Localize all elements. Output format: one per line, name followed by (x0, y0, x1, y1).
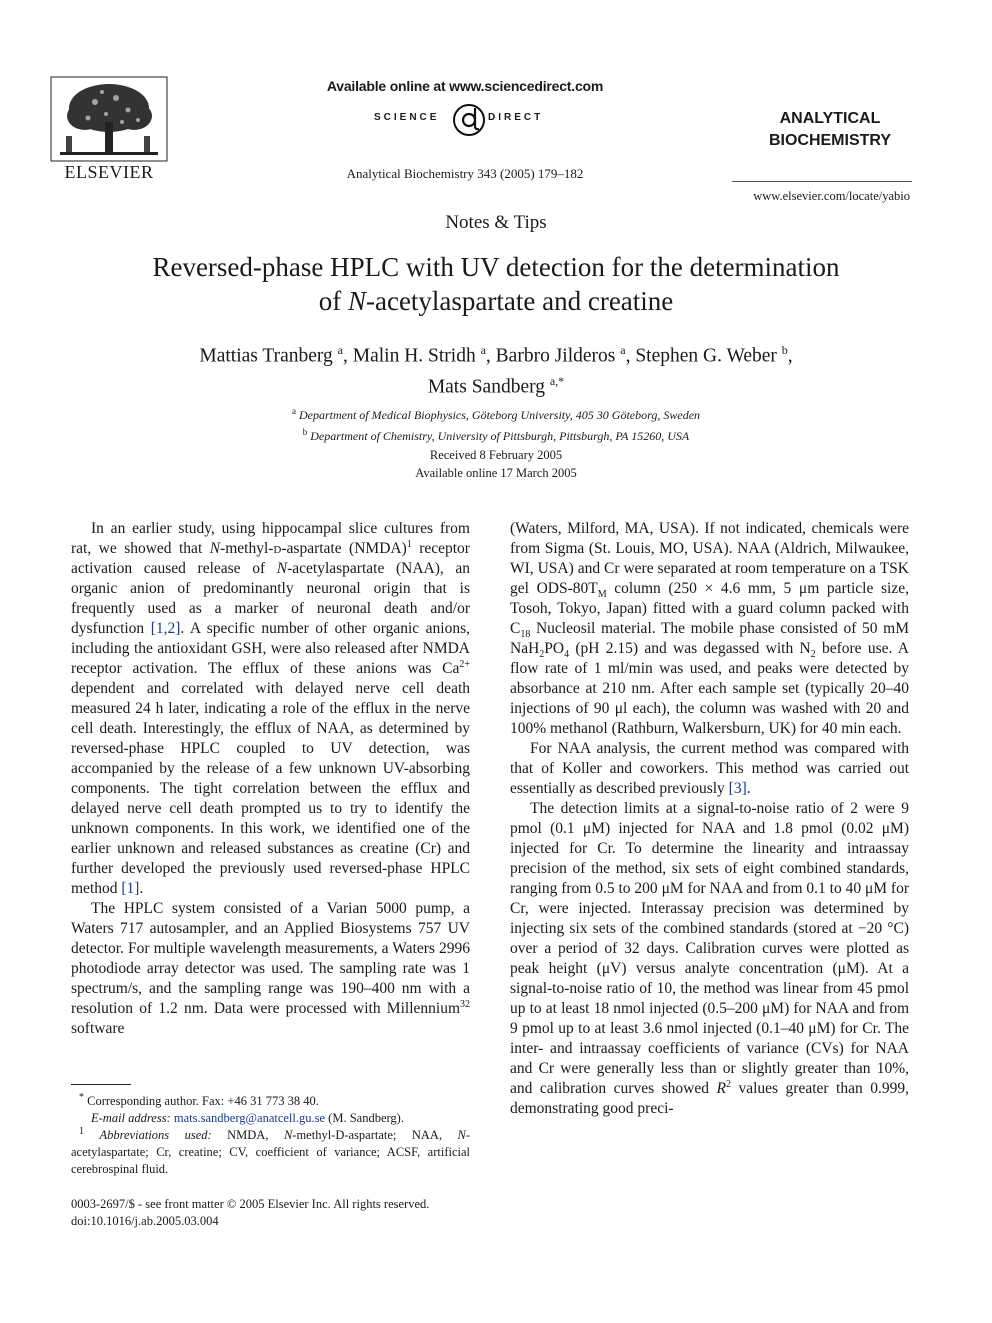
affiliation-text: Department of Chemistry, University of Pittsburgh, Pittsburgh, PA 15260, USA (310, 429, 690, 443)
footnote-email (71, 1110, 470, 1127)
author-name: Stephen G. Weber (635, 345, 777, 367)
author-name: Mattias Tranberg (199, 345, 333, 367)
article-title (60, 250, 932, 318)
author-line-2 (60, 369, 932, 400)
affiliation-a (60, 403, 932, 424)
footnote-text: (M. Sandberg). (328, 1111, 404, 1125)
copyright-line: 0003-2697/$ - see front matter © 2005 Elsevier Inc. All rights reserved. (71, 1197, 430, 1211)
title-text: -acetylaspartate and creatine (365, 286, 674, 316)
abbr-label: Abbreviations used: (99, 1128, 212, 1142)
affiliation-b (60, 424, 932, 445)
footnotes (71, 1093, 470, 1178)
footnote-mark: 1 (79, 1125, 84, 1137)
header-divider (732, 181, 912, 182)
paragraph: The detection limits at a signal-to-noise ratio of 2 were 9 pmol (0.1 μM) injected for NAA and 1.8 pmol (0.02 μM) injected for Cr. To determine the linearity and intraassay precision of the method, six sets of eight combined standards, ranging from 0.5 to 200 μM for NAA and from 0.1 to 40 μM for Cr, were injected. Interassay precision was determined by injecting six sets of the combined standards (stored at −20 °C) over a period of 32 days. Calibration curves were plotted as peak height (μV) versus analyte concentration (μM). At a signal-to-noise ratio of 10, the method was linear from 45 pmol up to at least 18 nmol injected (0.5–200 μM) for NAA and from 9 pmol up to at least 3.6 nmol injected (0.1–40 μM) for Cr. The inter- and intraassay coefficients of variance (CVs) for NAA and Cr were generally less than or slightly greater than 10%, and calibration curves showed $R^2$ values greater than 0.999, demonstrating good preci- (510, 800, 909, 1117)
paragraph: (Waters, Milford, MA, USA). If not indicated, chemicals were from Sigma (St. Louis, MO, USA). NAA (Aldrich, Milwaukee, WI, USA) and Cr were separated at room temperature on a TSK gel ODS-$80T_M$ column (250 × 4.6 mm, 5 μm particle size, Tosoh, Tokyo, Japan) fitted with a guard column packed with $C_{18}$ Nucleosil material. The mobile phase consisted of 50 mM $NaH_2PO_4$ (pH 2.15) and was degassed with $N_2$ before use. A flow rate of 1 ml/min was used, and peaks were detected by absorbance at 210 nm. After each sample set (typically 20–40 injections of 90 μl each), the column was washed with 20 and 100% methanol (Rathburn, Walkersburn, UK) for 40 min each. (510, 520, 909, 737)
affiliation-text: Department of Medical Biophysics, Göteborg University, 405 30 Göteborg, Sweden (298, 408, 701, 422)
publisher-name: ELSEVIER (64, 162, 154, 182)
footnote-text: NMDA, (227, 1128, 269, 1142)
body-column-right (510, 519, 909, 1119)
author-affil-mark: a (620, 343, 626, 357)
journal-url-link[interactable]: www.elsevier.com/locate/yabio (753, 189, 910, 203)
title-line-2 (60, 284, 932, 318)
available-date: Available online 17 March 2005 (415, 466, 577, 480)
author-list (60, 338, 932, 399)
affiliations (60, 403, 932, 445)
author-affil-mark: a (480, 343, 486, 357)
sciencedirect-logo (370, 100, 560, 140)
footnote-text: Corresponding author. Fax: +46 31 773 38 40. (87, 1094, 319, 1108)
paragraph: In an earlier study, using hippocampal slice cultures from rat, we showed that N-methyl-d-aspartate (NMDA)$^1$ receptor activation caused release of N-acetylaspartate (NAA), an organic anion of predominantly neuronal origin that is frequently used as a marker of neuronal death and/or dysfunction [1,2]. A specific number of other organic anions, including the antioxidant GSH, were also released after NMDA receptor activation. The efflux of these anions was $Ca^{2+}$ dependent and correlated with delayed nerve cell death measured 24 h later, indicating a role of the efflux in the nerve cell death. Interestingly, the efflux of NAA, as determined by reversed-phase HPLC coupled to UV detection, was accompanied by the release of a few unknown UV-absorbing components. The tight correlation between the efflux and delayed nerve cell death prompted us to try to identify the unknown components. In this work, we identified one of the earlier unknown and released substances as creatine (Cr) and further developed the previously used reversed-phase HPLC method [1]. (71, 520, 471, 897)
footnote-corresponding (71, 1093, 470, 1110)
received-date: Received 8 February 2005 (429, 448, 563, 462)
citation-link[interactable]: [1,2] (150, 620, 181, 637)
footnote-mark: * (79, 1091, 84, 1103)
affiliation-mark: b (302, 427, 308, 437)
author-name: Barbro Jilderos (495, 345, 616, 367)
footnote-text: -acetylaspartate; Cr, creatine; CV, coefficient of variance; ACSF, artificial cerebrospinal fluid. (71, 1128, 471, 1176)
author-name: Mats Sandberg (427, 376, 545, 397)
citation-link[interactable]: [1] (121, 880, 140, 897)
footnote-divider (71, 1084, 131, 1085)
journal-title-line-1: ANALYTICAL (779, 110, 881, 127)
copyright-block (71, 1196, 491, 1230)
section-label: Notes & Tips (445, 212, 547, 233)
at-sign-icon (452, 102, 486, 138)
citation-link[interactable]: [3] (728, 780, 747, 797)
body-column-left (71, 519, 470, 1039)
paragraph: The HPLC system consisted of a Varian 5000 pump, a Waters 717 autosampler, and an Applied Biosystems 757 UV detector. For multiple wavelength measurements, a Waters 2996 photodiode array detector was used. The sampling rate was 1 spectrum/s, and the sampling range was 190–400 nm with a resolution of 1.2 nm. Data were processed with Millennium$^{32}$ software (71, 900, 470, 1037)
author-name: Malin H. Stridh (352, 345, 476, 367)
article-dates (60, 446, 932, 482)
sciencedirect-left-word: SCIENCE (374, 112, 440, 123)
author-affil-mark: b (781, 343, 788, 357)
footnote-abbreviations: $^1$ Abbreviations used: NMDA, N-methyl-D-aspartate; NAA, N-acetylaspartate; Cr, creatine; CV, coefficient of variance; ACSF, artificial cerebrospinal fluid. (71, 1125, 471, 1176)
author-affil-mark: a,* (549, 373, 565, 388)
title-text: of (318, 286, 348, 316)
doi-line: doi:10.1016/j.ab.2005.03.004 (71, 1214, 219, 1228)
footnote-text: -methyl-D-aspartate; NAA, (292, 1128, 443, 1142)
author-line-1: Mattias Tranberg $^a$, Malin H. Stridh $^a$, Barbro Jilderos $^a$, Stephen G. Weber $^b$, (199, 343, 793, 367)
title-line-1: Reversed-phase HPLC with UV detection for the determination (152, 252, 840, 282)
sciencedirect-right-word: DIRECT (488, 112, 544, 123)
email-link[interactable]: mats.sandberg@anatcell.gu.se (173, 1111, 326, 1125)
journal-title-line-2: BIOCHEMISTRY (768, 132, 892, 149)
journal-reference: Analytical Biochemistry 343 (2005) 179–182 (346, 166, 584, 181)
paragraph: For NAA analysis, the current method was compared with that of Koller and coworkers. This method was carried out essentially as described previously [3]. (510, 740, 909, 797)
title-italic: N (347, 286, 366, 316)
available-online-link[interactable]: Available online at www.sciencedirect.com (326, 78, 604, 94)
journal-title (740, 108, 920, 152)
email-label: E-mail address: (91, 1111, 171, 1125)
author-affil-mark: a (337, 343, 343, 357)
affiliation-mark: a (291, 406, 296, 416)
